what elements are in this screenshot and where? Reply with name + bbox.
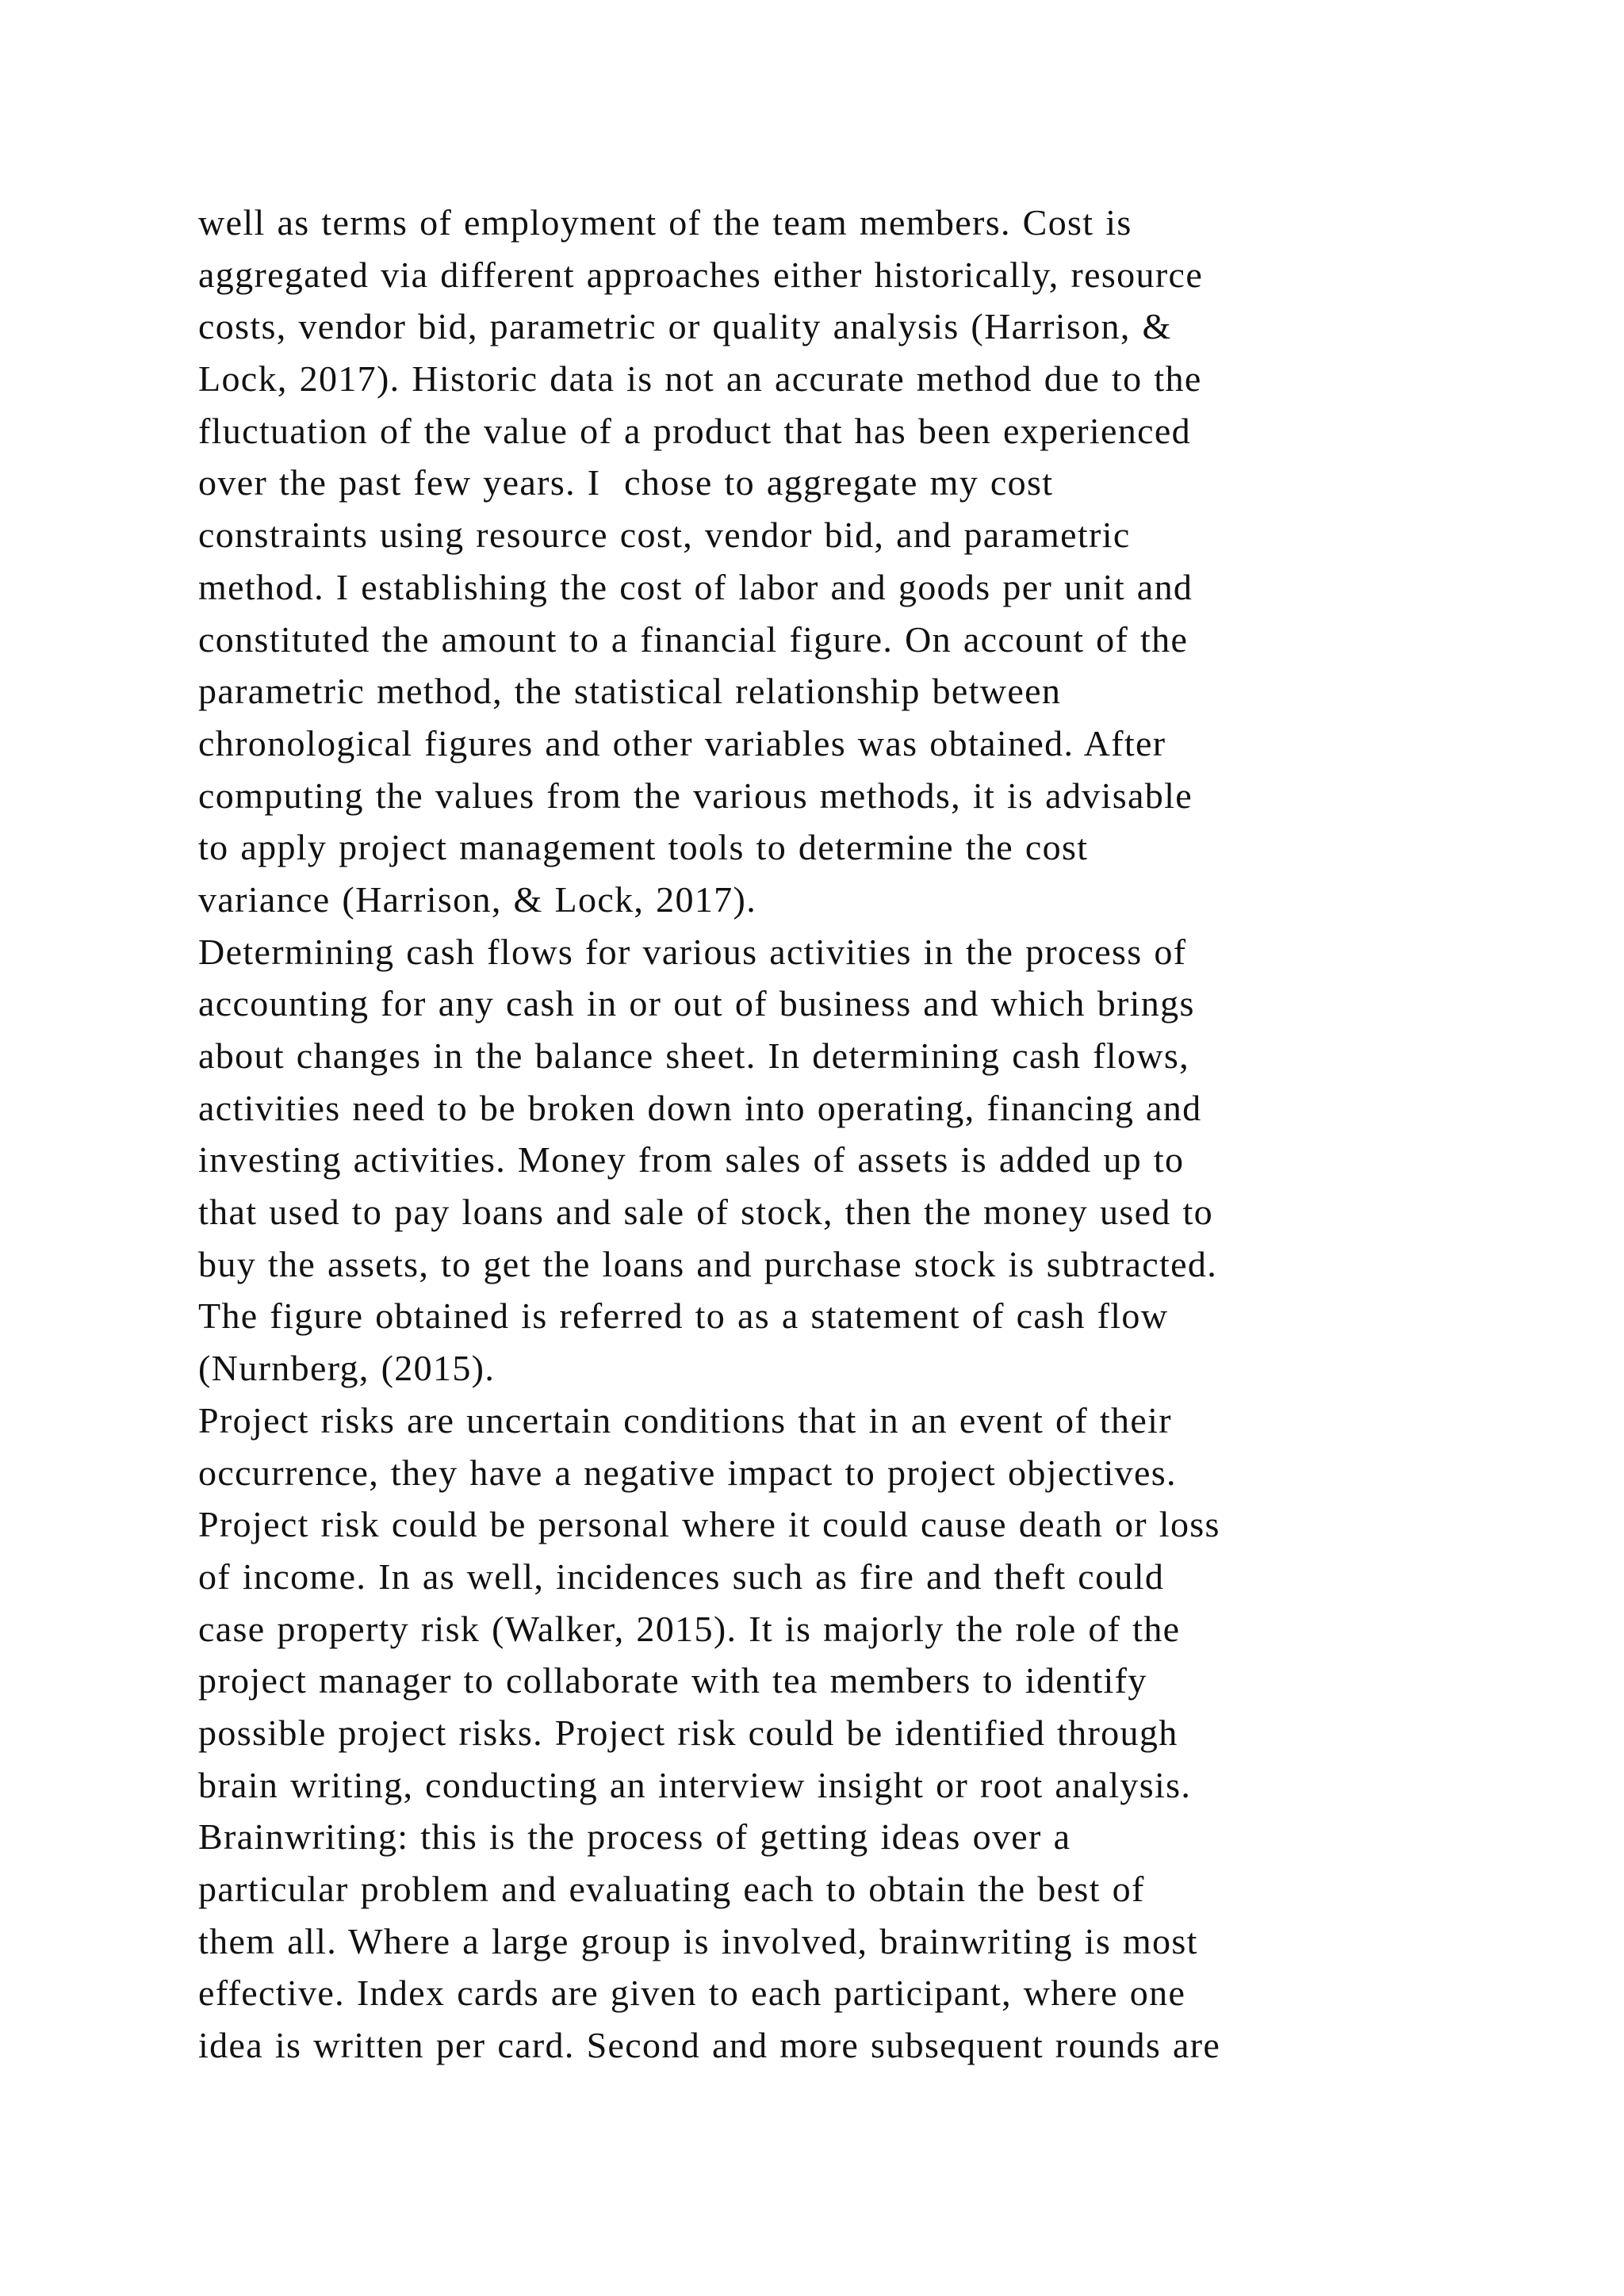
text-line-13: to apply project management tools to determine the cost	[198, 827, 1089, 868]
text-line-35: effective. Index cards are given to each participant, where one	[198, 1973, 1186, 2014]
text-line-5: fluctuation of the value of a product that has been experienced	[198, 410, 1192, 451]
text-line-24: Project risks are uncertain conditions that in an event of their	[198, 1399, 1172, 1441]
text-line-36: idea is written per card. Second and more subsequent rounds are	[198, 2025, 1221, 2066]
text-line-20: that used to pay loans and sale of stock, then the money used to	[198, 1192, 1214, 1233]
text-line-11: chronological figures and other variables was obtained. After	[198, 722, 1166, 763]
text-line-10: parametric method, the statistical relationship between	[198, 671, 1062, 712]
text-line-12: computing the values from the various methods, it is advisable	[198, 775, 1193, 816]
text-line-3: costs, vendor bid, parametric or quality analysis (Harrison, &	[198, 306, 1172, 347]
text-line-25: occurrence, they have a negative impact to project objectives.	[198, 1452, 1177, 1493]
text-line-34: them all. Where a large group is involved, brainwriting is most	[198, 1920, 1198, 1961]
text-line-9: constituted the amount to a financial figure. On account of the	[198, 618, 1189, 660]
text-line-22: The figure obtained is referred to as a statement of cash flow	[198, 1295, 1169, 1337]
text-line-7: constraints using resource cost, vendor bid, and parametric	[198, 515, 1131, 556]
text-line-29: project manager to collaborate with tea members to identify	[198, 1660, 1147, 1701]
text-line-2: aggregated via different approaches either historically, resource	[198, 254, 1204, 295]
text-line-17: about changes in the balance sheet. In determining cash flows,	[198, 1035, 1190, 1076]
text-line-14: variance (Harrison, & Lock, 2017).	[198, 878, 757, 920]
text-line-33: particular problem and evaluating each to obtain the best of	[198, 1869, 1145, 1909]
text-line-15: Determining cash flows for various activities in the process of	[198, 931, 1187, 972]
text-line-28: case property risk (Walker, 2015). It is majorly the role of the	[198, 1608, 1181, 1649]
text-line-1: well as terms of employment of the team members. Cost is	[198, 202, 1132, 243]
text-line-18: activities need to be broken down into operating, financing and	[198, 1087, 1202, 1128]
text-line-8: method. I establishing the cost of labor and goods per unit and	[198, 566, 1193, 607]
text-line-32: Brainwriting: this is the process of getting ideas over a	[198, 1816, 1071, 1858]
text-line-16: accounting for any cash in or out of business and which brings	[198, 983, 1195, 1024]
text-line-26: Project risk could be personal where it could cause death or loss	[198, 1504, 1220, 1545]
text-line-6: over the past few years. I chose to aggregate my cost	[198, 462, 1054, 503]
text-line-30: possible project risks. Project risk could be identified through	[198, 1712, 1178, 1753]
text-line-23: (Nurnberg, (2015).	[198, 1348, 496, 1389]
text-line-27: of income. In as well, incidences such as fire and theft could	[198, 1556, 1165, 1597]
text-line-21: buy the assets, to get the loans and purchase stock is subtracted.	[198, 1243, 1218, 1284]
text-line-19: investing activities. Money from sales of assets is added up to	[198, 1139, 1185, 1181]
text-line-4: Lock, 2017). Historic data is not an accurate method due to the	[198, 358, 1202, 400]
body-text	[198, 197, 1546, 2072]
text-line-31: brain writing, conducting an interview insight or root analysis.	[198, 1764, 1192, 1805]
